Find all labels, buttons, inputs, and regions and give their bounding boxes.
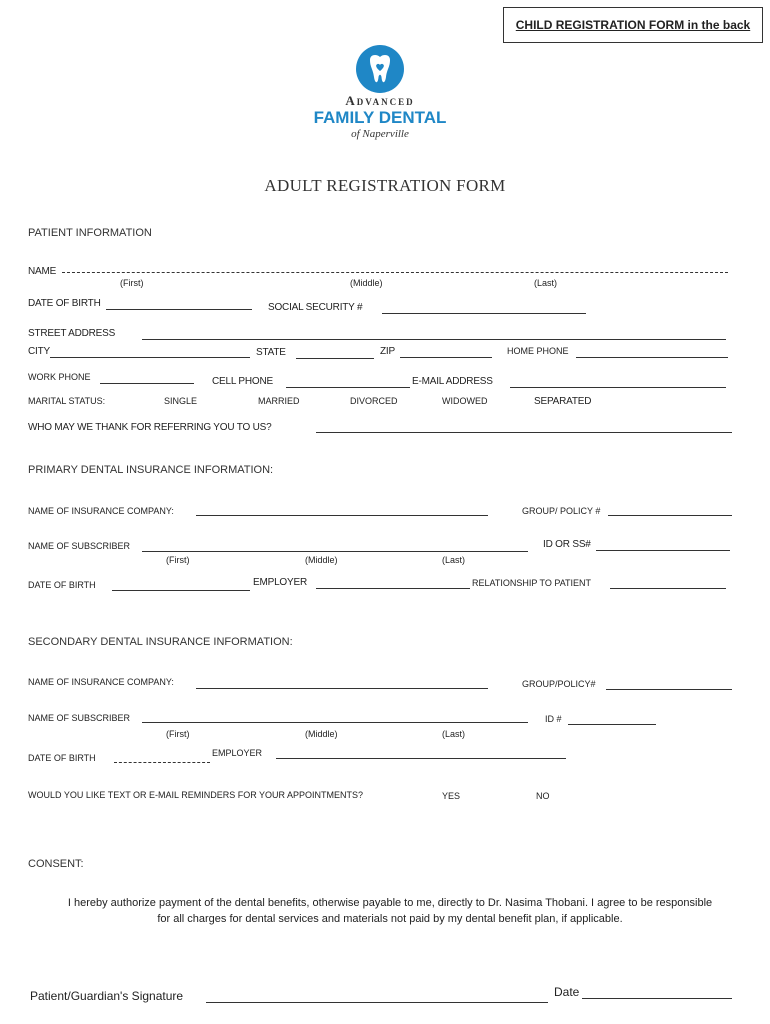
primary-subscriber-label: NAME OF SUBSCRIBER — [28, 541, 131, 551]
work-phone-field[interactable] — [102, 371, 192, 383]
secondary-id-label: ID # — [545, 714, 562, 724]
state-field[interactable] — [298, 346, 372, 358]
city-field[interactable] — [52, 345, 248, 357]
primary-group-field[interactable] — [610, 503, 730, 515]
logo-line-2: FAMILY DENTAL — [313, 108, 447, 127]
primary-insurance-heading: PRIMARY DENTAL INSURANCE INFORMATION: — [28, 464, 274, 476]
logo-line-1: Advanced — [345, 93, 415, 108]
name-line — [62, 272, 728, 273]
primary-relationship-field[interactable] — [612, 576, 724, 588]
city-label: CITY — [28, 346, 50, 357]
marital-option-married[interactable]: MARRIED — [258, 396, 300, 406]
secondary-group-label: GROUP/POLICY# — [522, 679, 596, 689]
marital-option-separated[interactable]: SEPARATED — [534, 396, 592, 407]
signature-line — [206, 1002, 548, 1003]
secondary-id-field[interactable] — [570, 712, 654, 724]
primary-id-field[interactable] — [598, 538, 728, 550]
logo-line-3: of Naperville — [351, 128, 409, 140]
referral-field[interactable] — [318, 420, 730, 432]
primary-employer-label: EMPLOYER — [253, 577, 307, 588]
zip-field[interactable] — [402, 345, 490, 357]
primary-employer-line — [316, 588, 470, 589]
secondary-company-line — [196, 688, 488, 689]
marital-status-label: MARITAL STATUS: — [28, 396, 106, 406]
primary-company-field[interactable] — [198, 503, 486, 515]
primary-first-caption: (First) — [166, 555, 190, 565]
primary-dob-label: DATE OF BIRTH — [28, 580, 96, 590]
secondary-dob-field[interactable] — [116, 750, 208, 762]
city-line — [50, 357, 250, 358]
cell-phone-line — [286, 387, 410, 388]
primary-company-line — [196, 515, 488, 516]
primary-group-label: GROUP/ POLICY # — [522, 506, 601, 516]
patient-info-heading: PATIENT INFORMATION — [28, 227, 152, 239]
primary-subscriber-line — [142, 551, 528, 552]
marital-option-divorced[interactable]: DIVORCED — [350, 396, 398, 406]
secondary-employer-label: EMPLOYER — [212, 748, 263, 758]
primary-id-label: ID OR SS# — [543, 539, 591, 550]
signature-date-field[interactable] — [584, 986, 730, 998]
primary-dob-line — [112, 590, 250, 591]
patient-dob-field[interactable] — [108, 297, 248, 309]
secondary-employer-line — [276, 758, 566, 759]
cell-phone-field[interactable] — [288, 375, 408, 387]
secondary-first-caption: (First) — [166, 729, 190, 739]
secondary-last-caption: (Last) — [442, 729, 466, 739]
email-line — [510, 387, 726, 388]
ssn-field[interactable] — [384, 301, 584, 313]
reminders-yes-option[interactable]: YES — [442, 791, 461, 801]
work-phone-label: WORK PHONE — [28, 372, 91, 382]
reminders-no-option[interactable]: NO — [536, 791, 550, 801]
primary-dob-field[interactable] — [114, 578, 248, 590]
reminders-question: WOULD YOU LIKE TEXT OR E-MAIL REMINDERS FOR YOUR APPOINTMENTS? — [28, 790, 364, 800]
primary-subscriber-field[interactable] — [144, 539, 526, 551]
patient-name-field[interactable] — [64, 260, 724, 272]
primary-last-caption: (Last) — [442, 555, 466, 565]
secondary-company-field[interactable] — [198, 676, 486, 688]
state-label: STATE — [256, 347, 286, 358]
secondary-dob-label: DATE OF BIRTH — [28, 753, 96, 763]
secondary-group-line — [606, 689, 732, 690]
zip-line — [400, 357, 492, 358]
home-phone-label: HOME PHONE — [507, 346, 569, 356]
primary-group-line — [608, 515, 732, 516]
email-label: E-MAIL ADDRESS — [412, 376, 493, 387]
home-phone-field[interactable] — [578, 345, 726, 357]
ssn-line — [382, 313, 586, 314]
consent-heading: CONSENT: — [28, 858, 84, 870]
referral-line — [316, 432, 732, 433]
street-line — [142, 339, 726, 340]
primary-relationship-label: RELATIONSHIP TO PATIENT — [472, 578, 592, 588]
name-first-caption: (First) — [120, 278, 144, 288]
form-title: ADULT REGISTRATION FORM — [264, 176, 506, 195]
secondary-subscriber-line — [142, 722, 528, 723]
primary-id-line — [596, 550, 730, 551]
dob-label: DATE OF BIRTH — [28, 298, 101, 309]
secondary-group-field[interactable] — [608, 677, 730, 689]
referral-label: WHO MAY WE THANK FOR REFERRING YOU TO US? — [28, 422, 272, 433]
secondary-company-label: NAME OF INSURANCE COMPANY: — [28, 677, 174, 687]
cell-phone-label: CELL PHONE — [212, 376, 273, 387]
signature-field[interactable] — [208, 990, 546, 1002]
primary-company-label: NAME OF INSURANCE COMPANY: — [28, 506, 174, 516]
dob-line — [106, 309, 252, 310]
primary-middle-caption: (Middle) — [305, 555, 338, 565]
primary-relationship-line — [610, 588, 726, 589]
work-phone-line — [100, 383, 194, 384]
zip-label: ZIP — [380, 346, 395, 357]
ssn-label: SOCIAL SECURITY # — [268, 302, 363, 313]
secondary-middle-caption: (Middle) — [305, 729, 338, 739]
secondary-id-line — [568, 724, 656, 725]
name-last-caption: (Last) — [534, 278, 558, 288]
secondary-subscriber-field[interactable] — [144, 710, 526, 722]
consent-text: I hereby authorize payment of the dental benefits, otherwise payable to me, directly to Dr. Nasima Thobani. I agree to be responsible for all charges for dental services and materials not paid by my dental benefit plan, if applicable. — [67, 897, 713, 925]
street-address-field[interactable] — [144, 327, 724, 339]
street-label: STREET ADDRESS — [28, 328, 116, 339]
home-phone-line — [576, 357, 728, 358]
name-label: NAME — [28, 266, 57, 277]
signature-label: Patient/Guardian's Signature — [30, 989, 184, 1003]
date-label: Date — [554, 985, 580, 999]
state-line — [296, 358, 374, 359]
tooth-icon — [355, 44, 405, 94]
date-line — [582, 998, 732, 999]
secondary-insurance-heading: SECONDARY DENTAL INSURANCE INFORMATION: — [28, 636, 293, 648]
secondary-subscriber-label: NAME OF SUBSCRIBER — [28, 713, 131, 723]
secondary-employer-field[interactable] — [278, 746, 564, 758]
name-middle-caption: (Middle) — [350, 278, 383, 288]
secondary-dob-line — [114, 762, 210, 763]
child-form-notice: CHILD REGISTRATION FORM in the back — [503, 7, 763, 43]
email-field[interactable] — [512, 375, 724, 387]
primary-employer-field[interactable] — [318, 576, 468, 588]
marital-option-single[interactable]: SINGLE — [164, 396, 198, 406]
marital-option-widowed[interactable]: WIDOWED — [442, 396, 488, 406]
